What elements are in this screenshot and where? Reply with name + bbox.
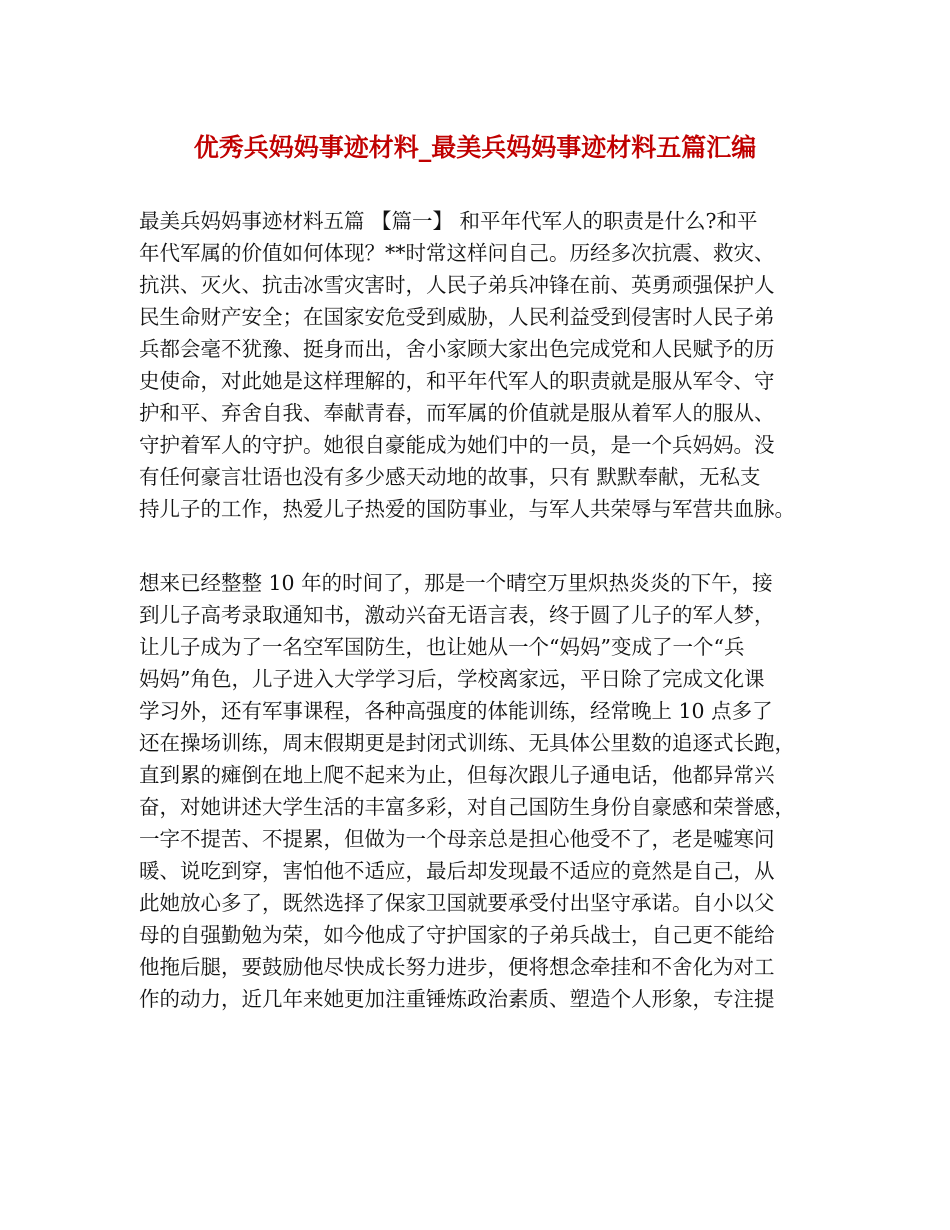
paragraph-1-line: 持儿子的工作，热爱儿子热爱的国防事业，与军人共荣辱与军营共血脉。 (139, 497, 795, 521)
paragraph-1-line: 有任何豪言壮语也没有多少感天动地的故事，只有 默默奉献，无私支 (139, 465, 761, 489)
paragraph-1-line: 护和平、弃舍自我、奉献青春，而军属的价值就是服从着军人的服从、 (139, 401, 775, 425)
paragraph-2-line: 到儿子高考录取通知书，激动兴奋无语言表，终于圆了儿子的军人梦， (139, 603, 775, 627)
document-title: 优秀兵妈妈事迹材料_最美兵妈妈事迹材料五篇汇编 (193, 133, 757, 162)
paragraph-2-line: 奋，对她讲述大学生活的丰富多彩，对自己国防生身份自豪感和荣誉感， (139, 795, 795, 819)
paragraph-2-line: 想来已经整整 10 年的时间了，那是一个晴空万里炽热炎炎的下午，接 (139, 571, 773, 595)
paragraph-2-line: 直到累的瘫倒在地上爬不起来为止，但每次跟儿子通电话，他都异常兴 (139, 763, 775, 787)
paragraph-2-line: 作的动力，近几年来她更加注重锤炼政治素质、塑造个人形象，专注提 (139, 987, 775, 1011)
paragraph-1-line: 守护着军人的守护。她很自豪能成为她们中的一员，是一个兵妈妈。没 (139, 433, 775, 457)
paragraph-2-line: 让儿子成为了一名空军国防生，也让她从一个“妈妈”变成了一个“兵 (139, 635, 745, 659)
paragraph-1-line: 抗洪、灭火、抗击冰雪灾害时，人民子弟兵冲锋在前、英勇顽强保护人 (139, 273, 775, 297)
paragraph-2-line: 他拖后腿，要鼓励他尽快成长努力进步，便将想念牵挂和不舍化为对工 (139, 955, 775, 979)
paragraph-2-line: 还在操场训练，周末假期更是封闭式训练、无具体公里数的追逐式长跑， (139, 731, 795, 755)
paragraph-2-line: 一字不提苦、不提累，但做为一个母亲总是担心他受不了，老是嘘寒问 (139, 827, 775, 851)
paragraph-2-line: 妈妈”角色，儿子进入大学学习后，学校离家远，平日除了完成文化课 (139, 667, 765, 691)
paragraph-1-line: 最美兵妈妈事迹材料五篇 【篇一】 和平年代军人的职责是什么?和平 (139, 209, 758, 233)
paragraph-2-line: 暖、说吃到穿，害怕他不适应，最后却发现最不适应的竟然是自己，从 (139, 859, 775, 883)
paragraph-1-line: 民生命财产安全；在国家安危受到威胁，人民利益受到侵害时人民子弟 (139, 305, 775, 329)
paragraph-1-line: 年代军属的价值如何体现？**时常这样问自己。历经多次抗震、救灾、 (139, 241, 775, 265)
paragraph-1-line: 兵都会毫不犹豫、挺身而出，舍小家顾大家出色完成党和人民赋予的历 (139, 337, 775, 361)
paragraph-1-line: 史使命，对此她是这样理解的，和平年代军人的职责就是服从军令、守 (139, 369, 775, 393)
paragraph-2-line: 此她放心多了，既然选择了保家卫国就要承受付出坚守承诺。自小以父 (139, 891, 775, 915)
paragraph-2-line: 母的自强勤勉为荣，如今他成了守护国家的子弟兵战士，自己更不能给 (139, 923, 775, 947)
paragraph-2-line: 学习外，还有军事课程，各种高强度的体能训练，经常晚上 10 点多了 (139, 699, 773, 723)
